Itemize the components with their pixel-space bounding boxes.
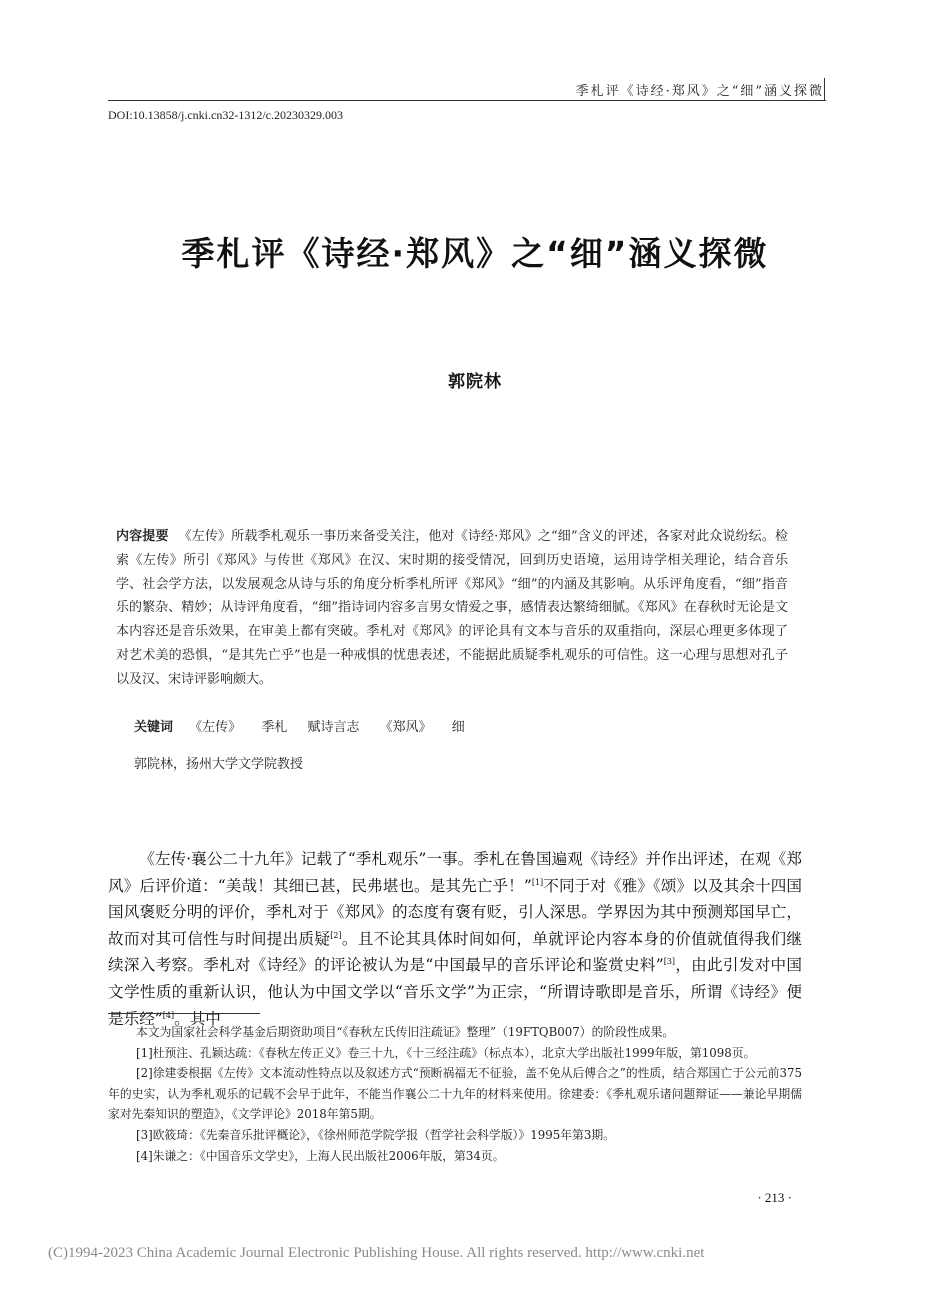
- header-rule: [108, 100, 826, 101]
- author-affiliation: 郭院林，扬州大学文学院教授: [134, 757, 304, 772]
- abstract: [116, 525, 788, 692]
- footnote-ref[interactable]: [2]: [330, 930, 342, 940]
- keyword: 《郑风》: [379, 720, 432, 735]
- running-header: 季札评《诗经·郑风》之“细”涵义探微: [575, 84, 824, 99]
- body-text-segment: 。且不论其具体时间如何，单就评论内容本身的价值就值得我们继续深入考察。季札对《诗经》的评论被认为是“中国最早的音乐评论和鉴赏史料”: [108, 929, 802, 975]
- article-title: 季札评《诗经·郑风》之“细”涵义探微: [181, 234, 769, 273]
- keywords-label: 关键词: [134, 720, 174, 735]
- keyword: 季札: [261, 720, 288, 735]
- footnote-funding: 本文为国家社会科学基金后期资助项目“《春秋左氏传旧注疏证》整理”（19FTQB007）的阶段性成果。: [136, 1025, 675, 1039]
- copyright-notice: (C)1994-2023 China Academic Journal Electronic Publishing House. All rights reserved. http://www.cnki.net: [48, 1245, 705, 1261]
- abstract-label: 内容提要: [116, 529, 169, 544]
- body-text-segment: ，由此引发对中国文学性质的重新认识，他认为中国文学以“音乐文学”为正宗，“所谓诗歌即是音乐，所谓《诗经》便是乐经”: [108, 956, 802, 1028]
- keyword: 细: [451, 720, 465, 735]
- footnote: [2]徐建委根据《左传》文本流动性特点以及叙述方式“预断祸福无不征验，盖不免从后傅合之”的性质，结合郑国亡于公元前375年的史实，认为季札观乐的记载不会早于此年，不能当作襄公二十九年的材料来使用。徐建委：《季札观乐诸问题辩证——兼论早期儒家对先秦知识的塑造》，《文学评论》2018年第5期。: [108, 1066, 802, 1122]
- keyword: 《左传》: [189, 720, 242, 735]
- keyword: 赋诗言志: [307, 720, 360, 735]
- author-name: 郭院林: [448, 372, 502, 392]
- page-number: · 213 ·: [757, 1190, 792, 1205]
- body-text-segment: 《左传·襄公二十九年》记载了“季札观乐”一事。季札在鲁国遍观《诗经》并作出评述，在观《郑风》后评价道：“美哉！其细已甚，民弗堪也。是其先亡乎！”: [108, 850, 802, 895]
- footnote-ref[interactable]: [1]: [531, 877, 544, 887]
- header-rule-tick: [824, 78, 825, 100]
- footnote: [3]欧筱琦：《先秦音乐批评概论》，《徐州师范学院学报（哲学社会科学版）》1995年第3期。: [136, 1127, 615, 1142]
- body-paragraph: [108, 846, 802, 1032]
- footnotes: [108, 1022, 802, 1166]
- body-text-segment: 不同于对《雅》《颂》以及其余十四国国风褒贬分明的评价，季札对于《郑风》的态度有褒有贬，引人深思。学界因为其中预测郑国早亡，故而对其可信性与时间提出质疑: [108, 876, 802, 948]
- footnote-rule: [108, 1013, 260, 1014]
- abstract-text: 《左传》所载季札观乐一事历来备受关注，他对《诗经·郑风》之“细”含义的评述，各家对此众说纷纭。检索《左传》所引《郑风》与传世《郑风》在汉、宋时期的接受情况，回到历史语境，运用诗学相关理论，结合音乐学、社会学方法，以发展观念从诗与乐的角度分析季札所评《郑风》“细”的内涵及其影响。从乐评角度看，“细”指音乐的繁杂、精妙；从诗评角度看，“细”指诗词内容多言男女情爱之事，感情表达繁绮细腻。《郑风》在春秋时无论是文本内容还是音乐效果，在审美上都有突破。季札对《郑风》的评论具有文本与音乐的双重指向，深层心理更多体现了对艺术美的恐惧，“是其先亡乎”也是一种戒惧的忧患表述，不能据此质疑季札观乐的可信性。这一心理与思想对孔子以及汉、宋诗评影响颇大。: [116, 529, 788, 687]
- footnote-ref[interactable]: [3]: [663, 957, 676, 967]
- doi[interactable]: DOI:10.13858/j.cnki.cn32-1312/c.20230329.003: [108, 108, 343, 122]
- footnote: [4]朱谦之：《中国音乐文学史》，上海人民出版社2006年版，第34页。: [136, 1148, 505, 1163]
- body-text-segment: 。其中: [174, 1009, 221, 1028]
- footnote: [1]杜预注、孔颖达疏：《春秋左传正义》卷三十九，《十三经注疏》（标点本），北京大学出版社1999年版，第1098页。: [136, 1045, 756, 1060]
- footnote-ref[interactable]: [4]: [162, 1010, 175, 1020]
- keywords: [134, 716, 794, 735]
